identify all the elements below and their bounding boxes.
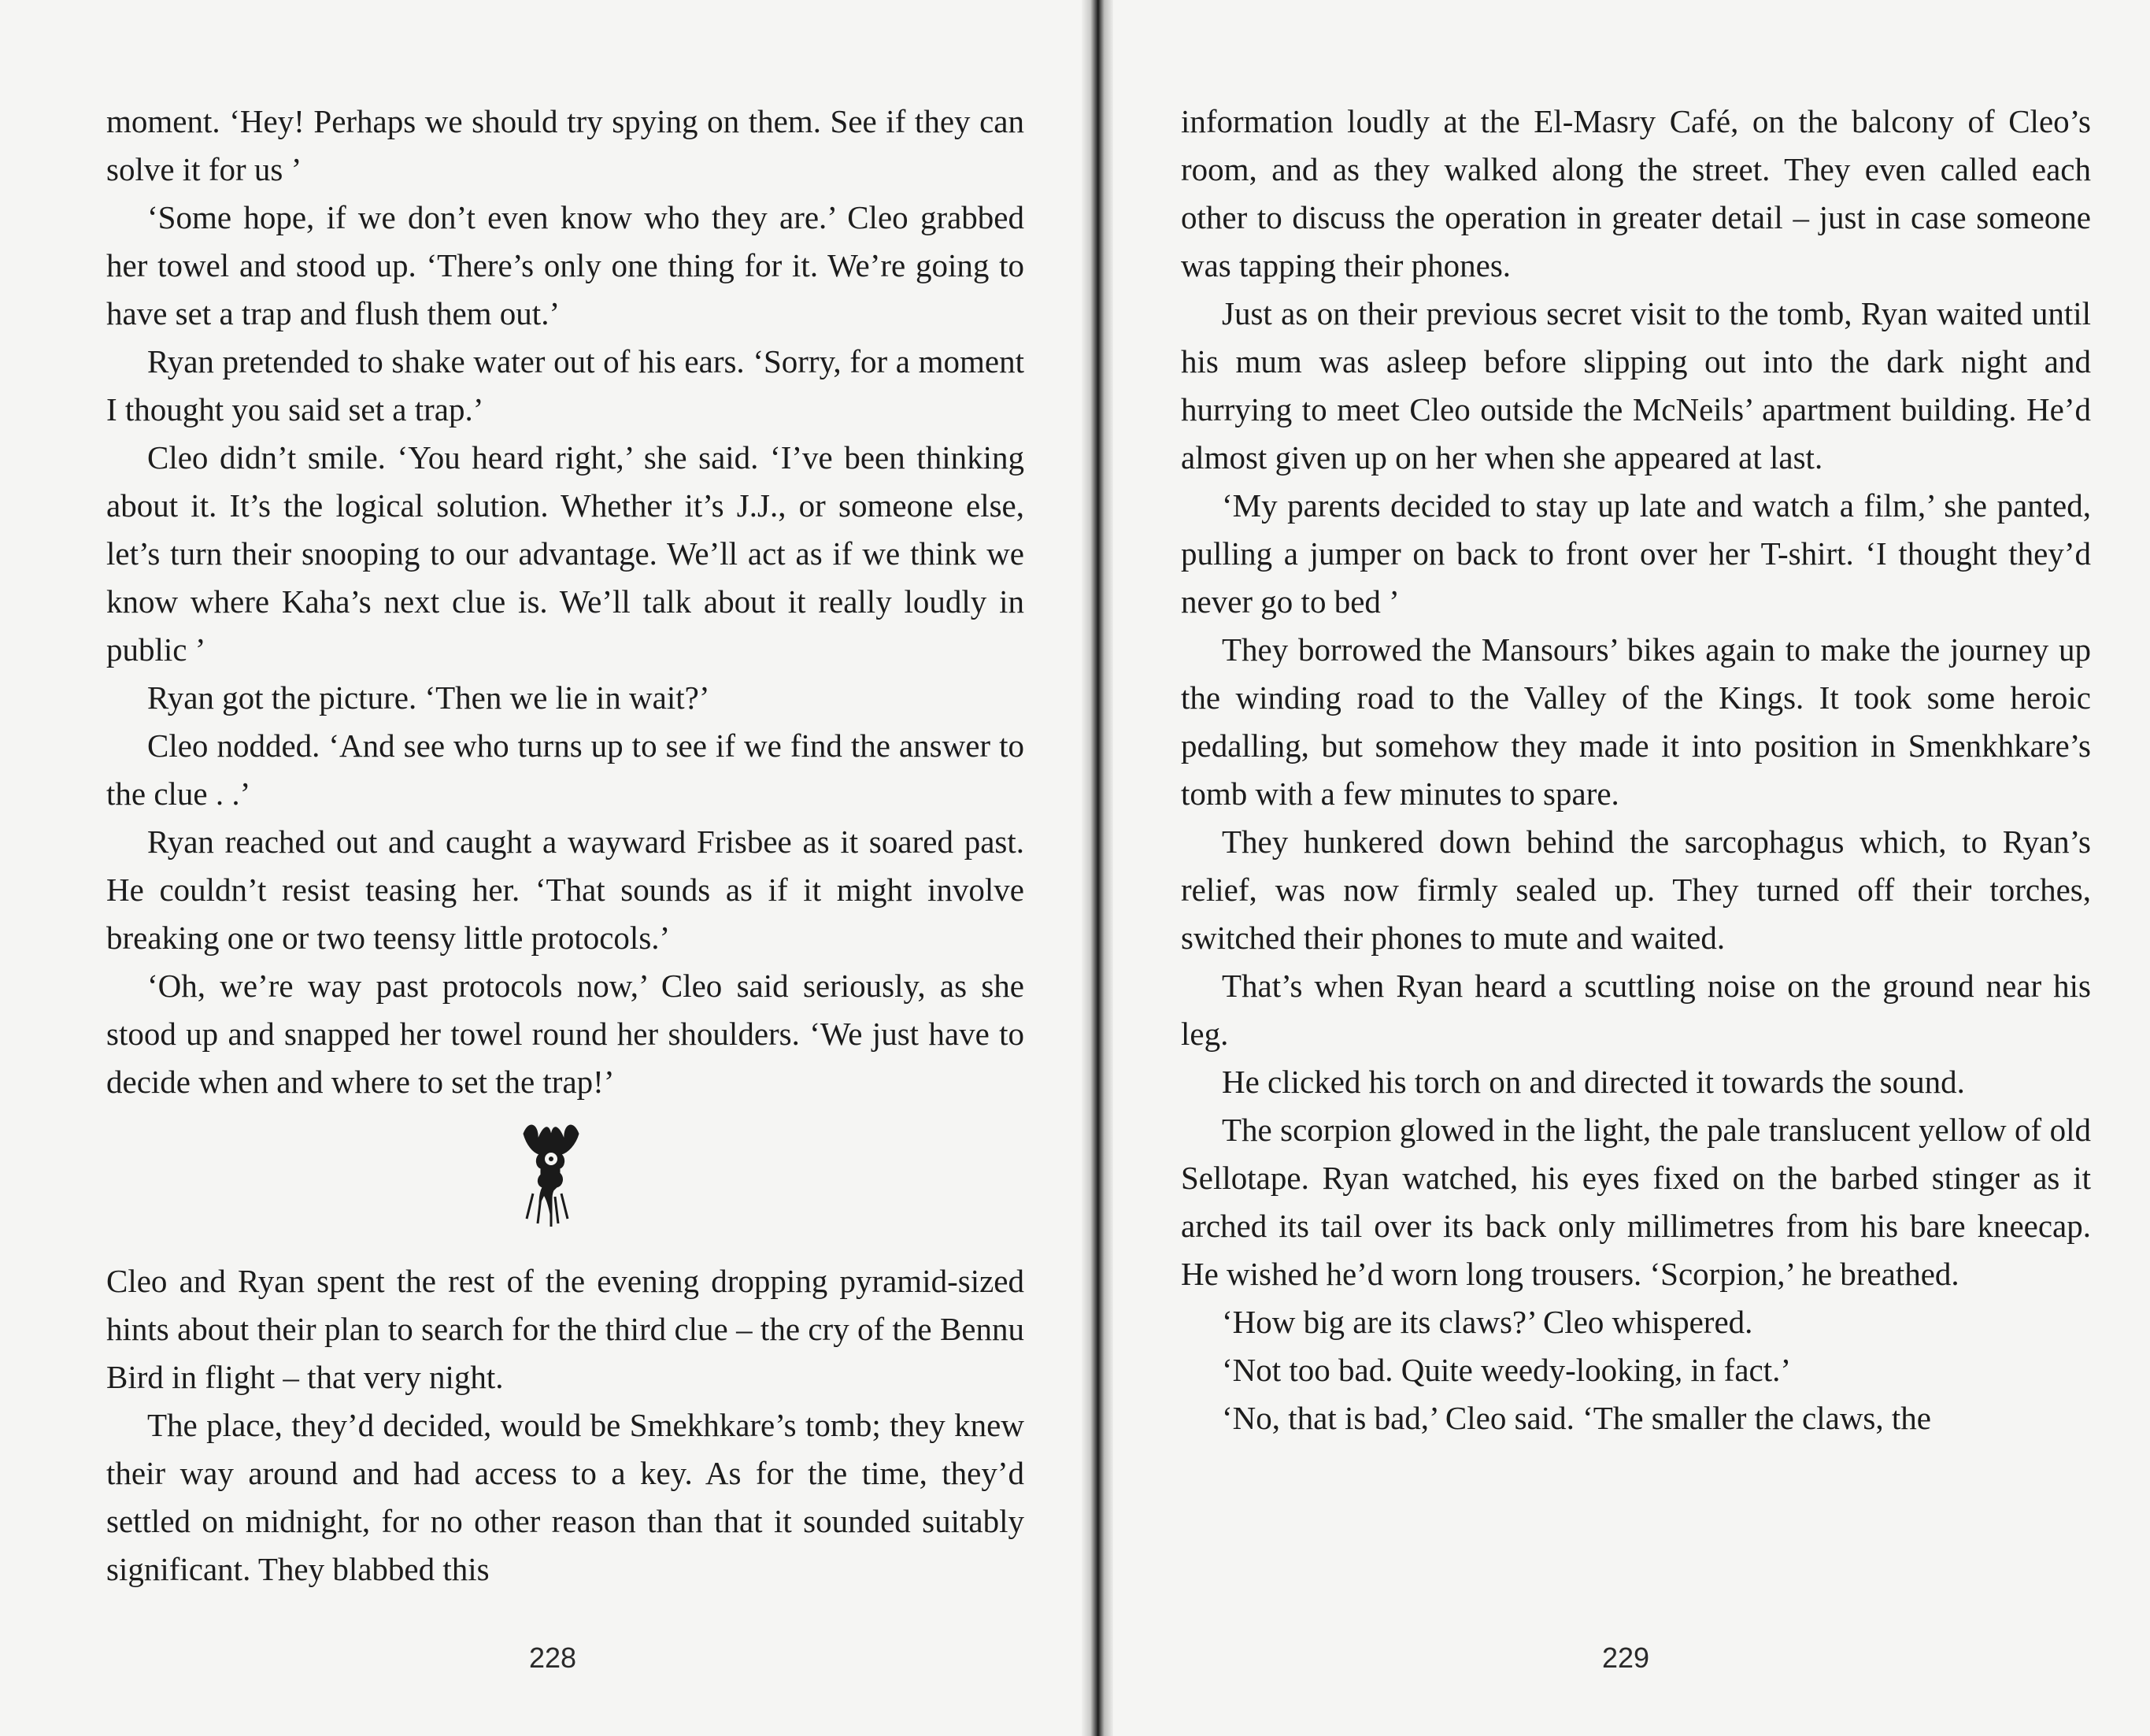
paragraph: The place, they’d decided, would be Smekhkare’s tomb; they knew their way around and had access to a key. As for the time, they’d settled on midnight, for no other reason than that it sounded suitably significant. They blabbed this	[106, 1407, 1024, 1587]
left-page-text-top	[106, 98, 1024, 1106]
paragraph: Ryan reached out and caught a wayward Frisbee as it soared past. He couldn’t resist teasing her. ‘That sounds as if it might involve breaking one or two teensy little protocols.’	[106, 824, 1024, 956]
left-page-text-bottom	[106, 1257, 1024, 1593]
paragraph: Cleo and Ryan spent the rest of the evening dropping pyramid-sized hints about their plan to search for the third clue – the cry of the Bennu Bird in flight – that very night.	[106, 1263, 1024, 1395]
paragraph: ‘Some hope, if we don’t even know who they are.’ Cleo grabbed her towel and stood up. ‘There’s only one thing for it. We’re going to have set a trap and flush them out.’	[106, 199, 1024, 331]
paragraph: Ryan got the picture. ‘Then we lie in wait?’	[147, 679, 710, 716]
paragraph: He clicked his torch on and directed it towards the sound.	[1222, 1064, 1965, 1100]
paragraph: ‘Not too bad. Quite weedy-looking, in fact.’	[1222, 1352, 1792, 1388]
paragraph: moment. ‘Hey! Perhaps we should try spying on them. See if they can solve it for us ’	[106, 103, 1024, 187]
paragraph: ‘My parents decided to stay up late and watch a film,’ she panted, pulling a jumper on back to front over her T-shirt. ‘I thought they’d never go to bed ’	[1181, 487, 2091, 620]
paragraph: ‘How big are its claws?’ Cleo whispered.	[1222, 1304, 1753, 1340]
paragraph: They borrowed the Mansours’ bikes again to make the journey up the winding road to the Valley of the Kings. It took some heroic pedalling, but somehow they made it into position in Smenkhkare’s tomb with a few minutes to spare.	[1181, 631, 2091, 812]
phoenix-bird-ornament-icon	[516, 1118, 587, 1228]
paragraph: They hunkered down behind the sarcophagus which, to Ryan’s relief, was now firmly sealed up. They turned off their torches, switched their phones to mute and waited.	[1181, 824, 2091, 956]
right-page	[1110, 0, 2150, 1736]
paragraph: Cleo didn’t smile. ‘You heard right,’ she said. ‘I’ve been thinking about it. It’s the logical solution. Whether it’s J.J., or someone else, let’s turn their snooping to our advantage. We’ll act as if we think we know where Kaha’s next clue is. We’ll talk about it really loudly in public ’	[106, 439, 1024, 668]
book-gutter	[1082, 0, 1113, 1736]
paragraph: The scorpion glowed in the light, the pale translucent yellow of old Sellotape. Ryan watched, his eyes fixed on the barbed stinger as it arched its tail over its back only millimetres from his bare kneecap. He wished he’d worn long trousers. ‘Scorpion,’ he breathed.	[1181, 1112, 2091, 1292]
page-number: 229	[1602, 1642, 1650, 1674]
page-number: 228	[529, 1642, 577, 1674]
paragraph: ‘Oh, we’re way past protocols now,’ Cleo said seriously, as she stood up and snapped her towel round her shoulders. ‘We just have to decide when and where to set the trap!’	[106, 968, 1024, 1100]
paragraph: Ryan pretended to shake water out of his ears. ‘Sorry, for a moment I thought you said set a trap.’	[106, 343, 1024, 428]
paragraph: Cleo nodded. ‘And see who turns up to see if we find the answer to the clue . .’	[106, 727, 1024, 812]
paragraph: ‘No, that is bad,’ Cleo said. ‘The smaller the claws, the	[1222, 1400, 1931, 1436]
right-page-text	[1181, 98, 2091, 1442]
paragraph: That’s when Ryan heard a scuttling noise on the ground near his leg.	[1181, 968, 2091, 1052]
paragraph: information loudly at the El-Masry Café, on the balcony of Cleo’s room, and as they walked along the street. They even called each other to discuss the operation in greater detail – just in case someone was tapping their phones.	[1181, 103, 2091, 283]
paragraph: Just as on their previous secret visit to the tomb, Ryan waited until his mum was asleep before slipping out into the dark night and hurrying to meet Cleo outside the McNeils’ apartment building. He’d almost given up on her when she appeared at last.	[1181, 295, 2091, 476]
